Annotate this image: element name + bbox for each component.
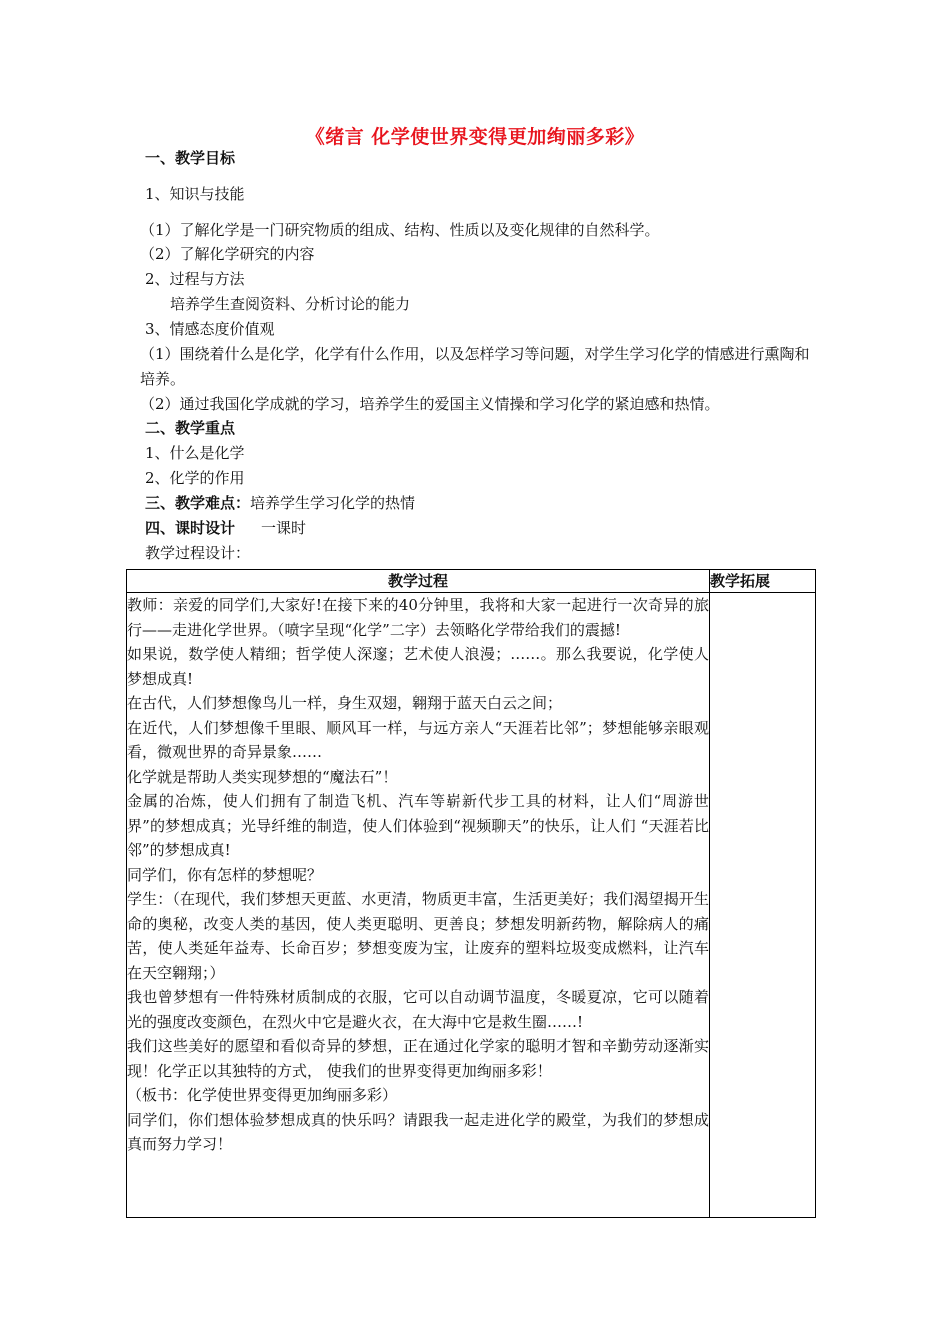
paragraph: 金属的冶炼，使人们拥有了制造飞机、汽车等崭新代步工具的材料，让人们“周游世界”的梦想成真；光导纤维的制造，使人们体验到“视频聊天”的快乐，让人们 “天涯若比邻”的梦想成真! <box>127 792 709 859</box>
document-title: 《绪言 化学使世界变得更加绚丽多彩》 <box>305 126 645 148</box>
difficulty-text: 培养学生学习化学的热情 <box>250 494 416 512</box>
paragraph: 同学们，你有怎样的梦想呢？ <box>127 865 323 884</box>
paragraph: （板书：化学使世界变得更加绚丽多彩） <box>127 1086 398 1104</box>
paragraph: 在近代，人们梦想像千里眼、顺风耳一样，与远方亲人“天涯若比邻”；梦想能够亲眼观看，微观世界的奇异景象…… <box>127 718 709 761</box>
header-teaching-process: 教学过程 <box>127 570 710 593</box>
item-attitude: 3、情感态度价值观 <box>145 320 275 338</box>
process-label: 教学过程设计： <box>145 544 251 562</box>
paragraph: 教师：亲爱的同学们,大家好!在接下来的40分钟里，我将和大家一起进行一次奇异的旅行——走进化学世界。（喷字呈现“化学”二字）去领略化学带给我们的震撼! <box>127 596 709 639</box>
process-table <box>126 569 816 1218</box>
paragraph: 化学就是帮助人类实现梦想的“魔法石”！ <box>127 767 398 786</box>
heading-difficulty: 三、教学难点： <box>145 494 251 512</box>
paragraph: 同学们，你们想体验梦想成真的快乐吗？请跟我一起走进化学的殿堂，为我们的梦想成真而努力学习！ <box>127 1110 709 1153</box>
item-attitude-1: （1）围绕着什么是化学，化学有什么作用，以及怎样学习等问题，对学生学习化学的情感进行熏陶和培养。 <box>140 345 810 388</box>
header-teaching-extension: 教学拓展 <box>710 570 816 593</box>
paragraph: 学生：（在现代，我们梦想天更蓝、水更清，物质更丰富，生活更美好；我们渴望揭开生命的奥秘，改变人类的基因，使人类更聪明、更善良；梦想发明新药物，解除病人的痛苦，使人类延年益寿、长命百岁；梦想变废为宝，让废弃的塑料垃圾变成燃料，让汽车在天空翱翔；） <box>127 890 709 982</box>
difficulty-line <box>145 493 415 513</box>
key-point-1: 1、什么是化学 <box>145 444 245 462</box>
heading-key-points: 二、教学重点 <box>145 419 236 437</box>
paragraph: 我们这些美好的愿望和看似奇异的梦想，正在通过化学家的聪明才智和辛勤劳动逐渐实现！化学正以其独特的方式， 使我们的世界变得更加绚丽多彩！ <box>127 1037 709 1080</box>
paragraph: 如果说，数学使人精细；哲学使人深邃；艺术使人浪漫；……。那么我要说，化学使人梦想成真! <box>127 645 709 688</box>
table-row <box>127 593 816 1218</box>
item-knowledge-1: （1）了解化学是一门研究物质的组成、结构、性质以及变化规律的自然科学。 <box>140 221 660 239</box>
item-knowledge-skills: 1、知识与技能 <box>145 185 245 203</box>
period-line <box>145 518 306 538</box>
period-text: 一课时 <box>261 519 307 537</box>
process-content-cell <box>127 593 710 1218</box>
key-point-2: 2、化学的作用 <box>145 469 245 487</box>
heading-period: 四、课时设计 <box>145 519 236 537</box>
extension-cell <box>710 593 816 1218</box>
heading-objectives: 一、教学目标 <box>145 149 236 167</box>
paragraph: 我也曾梦想有一件特殊材质制成的衣服，它可以自动调节温度，冬暖夏凉，它可以随着光的强度改变颜色，在烈火中它是避火衣，在大海中它是救生圈……! <box>127 988 709 1031</box>
item-knowledge-2: （2）了解化学研究的内容 <box>140 245 315 263</box>
paragraph: 在古代，人们梦想像鸟儿一样，身生双翅，翱翔于蓝天白云之间； <box>127 694 563 712</box>
table-header-row <box>127 570 816 593</box>
item-process-text: 培养学生查阅资料、分析讨论的能力 <box>170 295 411 313</box>
item-process-method: 2、过程与方法 <box>145 270 245 288</box>
item-attitude-2: （2）通过我国化学成就的学习，培养学生的爱国主义情操和学习化学的紧迫感和热情。 <box>140 395 720 413</box>
